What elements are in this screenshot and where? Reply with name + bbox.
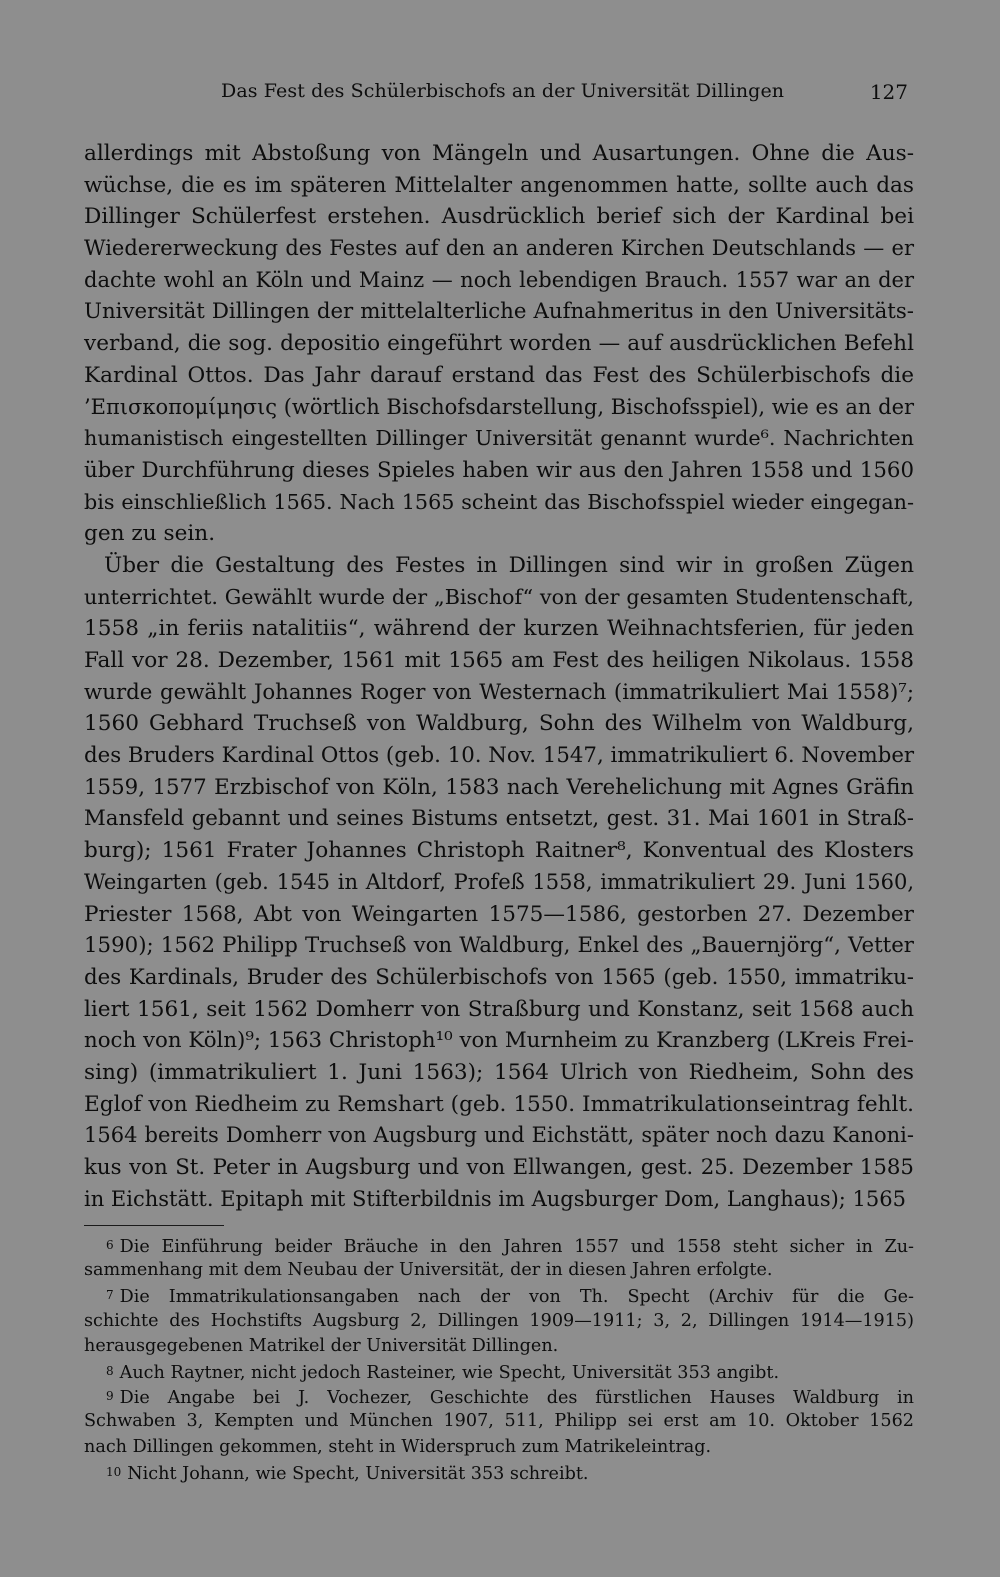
text-line: noch von Köln)⁹; 1563 Christoph¹⁰ von Murnheim zu Kranzberg (LKreis Frei- (84, 1028, 914, 1054)
footnote-number: 10 (106, 1464, 122, 1479)
footnote-line: Die Einführung beider Bräuche in den Jahren 1557 und 1558 steht sicher in Zu- (119, 1237, 914, 1257)
text-line: liert 1561, seit 1562 Domherr von Straßburg und Konstanz, seit 1568 auch (84, 996, 914, 1022)
text-line: Dillinger Schülerfest erstehen. Ausdrücklich berief sich der Kardinal bei (84, 204, 914, 230)
footnote-line: nach Dillingen gekommen, steht in Widerspruch zum Matrikeleintrag. (84, 1436, 712, 1457)
footnote-row (84, 1409, 914, 1434)
running-header (84, 80, 914, 112)
text-line: 1564 bereits Domherr von Augsburg und Eichstätt, später noch dazu Kanoni- (84, 1123, 914, 1148)
text-line: bis einschließlich 1565. Nach 1565 scheint das Bischofsspiel wieder eingegan- (84, 489, 914, 514)
text-line: verband, die sog. depositio eingeführt worden — auf ausdrücklichen Befehl (84, 331, 914, 357)
text-line: gen zu sein. (84, 521, 216, 547)
footnote-row (84, 1283, 914, 1308)
text-line: 1560 Gebhard Truchseß von Waldburg, Sohn des Wilhelm von Waldburg, (84, 711, 914, 737)
footnote-separator (84, 1225, 224, 1226)
footnote-row (84, 1258, 914, 1283)
footnote-line: Die Immatrikulationsangaben nach der von Th. Specht (Archiv für die Ge- (119, 1287, 914, 1308)
footnote-line: Die Angabe bei J. Vochezer, Geschichte des fürstlichen Hauses Waldburg in (119, 1388, 914, 1409)
text-line: sing) (immatrikuliert 1. Juni 1563); 1564 Ulrich von Riedheim, Sohn des (84, 1059, 914, 1085)
text-line: des Kardinals, Bruder des Schülerbischofs von 1565 (geb. 1550, immatriku- (84, 964, 914, 990)
footnote-row (84, 1435, 914, 1460)
footnote-row (84, 1334, 914, 1359)
text-line: unterrichtet. Gewählt wurde der „Bischof“ von der gesamten Studentenschaft, (84, 584, 914, 609)
text-line: Weingarten (geb. 1545 in Altdorf, Profeß 1558, immatrikuliert 29. Juni 1560, (84, 869, 914, 894)
footnote-line: Auch Raytner, nicht jedoch Rasteiner, wie Specht, Universität 353 angibt. (119, 1362, 780, 1383)
footnote-row (84, 1460, 914, 1485)
text-line: über Durchführung dieses Spieles haben wir aus den Jahren 1558 und 1560 (84, 457, 914, 483)
text-line: 1559, 1577 Erzbischof von Köln, 1583 nach Verehelichung mit Agnes Gräfin (84, 774, 914, 800)
text-line: Universität Dillingen der mittelalterliche Aufnahmeritus in den Universitäts- (84, 299, 914, 325)
text-line: 1558 „in feriis natalitiis“, während der kurzen Weihnachtsferien, für jeden (84, 616, 914, 642)
body-text (84, 138, 914, 1215)
footnote-row (84, 1359, 914, 1384)
text-line: Kardinal Ottos. Das Jahr darauf erstand das Fest des Schülerbischofs die (84, 362, 914, 388)
footnote-number: 7 (106, 1288, 114, 1303)
footnote-number: 6 (106, 1238, 114, 1252)
text-line: Priester 1568, Abt von Weingarten 1575—1586, gestorben 27. Dezember (84, 901, 914, 927)
footnote-row (84, 1384, 914, 1409)
text-line: allerdings mit Abstoßung von Mängeln und Ausartungen. Ohne die Aus- (84, 141, 914, 166)
text-line: wüchse, die es im späteren Mittelalter angenommen hatte, sollte auch das (84, 172, 914, 198)
text-line: des Bruders Kardinal Ottos (geb. 10. Nov. 1547, immatrikuliert 6. November (84, 743, 915, 769)
footnote-row (84, 1309, 914, 1334)
text-line: Fall vor 28. Dezember, 1561 mit 1565 am Fest des heiligen Nikolaus. 1558 (84, 648, 914, 673)
footnote-number: 9 (106, 1389, 114, 1404)
text-line: in Eichstätt. Epitaph mit Stifterbildnis im Augsburger Dom, Langhaus); 1565 (84, 1186, 906, 1211)
footnote-line: herausgegebenen Matrikel der Universität Dillingen. (84, 1335, 559, 1356)
text-line: humanistisch eingestellten Dillinger Universität genannt wurde⁶. Nachrichten (84, 426, 914, 451)
footnote-line: schichte des Hochstifts Augsburg 2, Dillingen 1909—1911; 3, 2, Dillingen 1914—1915) (84, 1310, 914, 1331)
footnote-line: sammenhang mit dem Neubau der Universität, der in diesen Jahren erfolgte. (84, 1260, 773, 1281)
text-line: dachte wohl an Köln und Mainz — noch lebendigen Brauch. 1557 war an der (84, 267, 914, 292)
text-line: Mansfeld gebannt und seines Bistums entsetzt, gest. 31. Mai 1601 in Straß- (84, 806, 914, 832)
text-line: ’Επισκοπομίμησις (wörtlich Bischofsdarstellung, Bischofsspiel), wie es an der (84, 394, 915, 419)
page-number: 127 (869, 80, 908, 104)
text-line: Über die Gestaltung des Festes in Dillingen sind wir in großen Zügen (104, 552, 914, 578)
text-line: Eglof von Riedheim zu Remshart (geb. 1550. Immatrikulationseintrag fehlt. (84, 1091, 914, 1117)
footnote-row (84, 1233, 914, 1258)
text-line: wurde gewählt Johannes Roger von Westernach (immatrikuliert Mai 1558)⁷; (84, 679, 914, 705)
text-line: kus von St. Peter in Augsburg und von Ellwangen, gest. 25. Dezember 1585 (84, 1155, 914, 1180)
footnote-line: Schwaben 3, Kempten und München 1907, 511, Philipp sei erst am 10. Oktober 1562 (84, 1411, 914, 1432)
text-line: 1590); 1562 Philipp Truchseß von Waldburg, Enkel des „Bauernjörg“, Vetter (84, 933, 914, 959)
footnotes (84, 1233, 914, 1485)
footnote-number: 8 (106, 1363, 114, 1378)
footnote-line: Nicht Johann, wie Specht, Universität 353 schreibt. (127, 1463, 589, 1484)
text-line: burg); 1561 Frater Johannes Christoph Raitner⁸, Konventual des Klosters (84, 838, 914, 864)
running-title: Das Fest des Schülerbischofs an der Universität Dillingen (221, 80, 785, 102)
text-line: Wiedererweckung des Festes auf den an anderen Kirchen Deutschlands — er (84, 236, 914, 261)
